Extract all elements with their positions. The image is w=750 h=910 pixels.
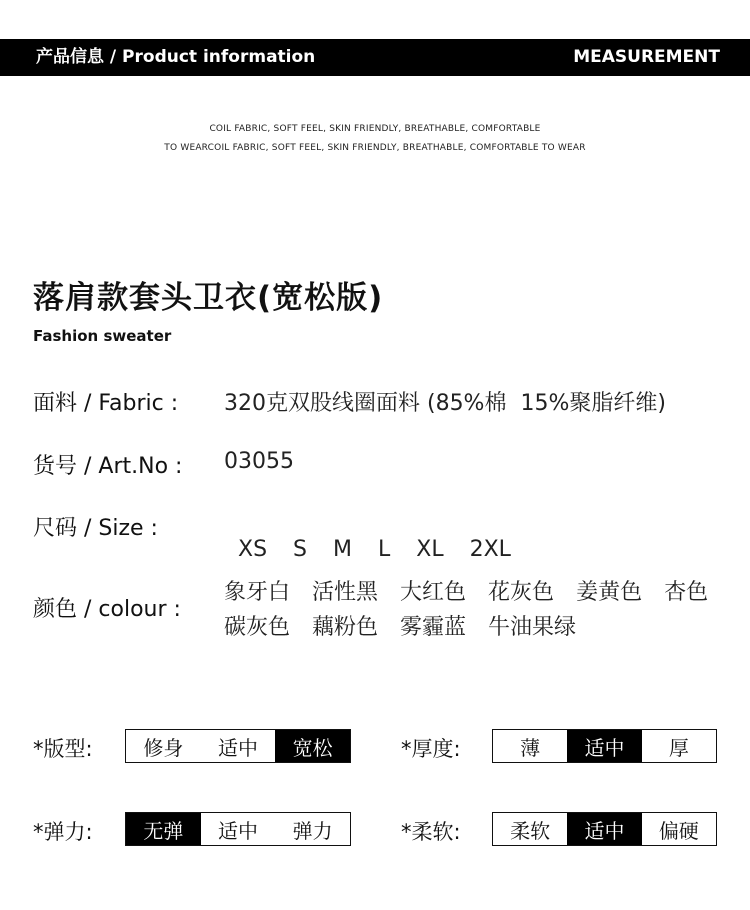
thickness-selector [492, 729, 717, 763]
size-xs: XS [238, 537, 268, 562]
thickness-label: *厚度: [401, 737, 461, 761]
colour-item: 牛油果绿 [488, 615, 577, 640]
softness-selector [492, 812, 717, 846]
colour-list-line-1 [224, 575, 708, 606]
colour-item: 雾霾蓝 [400, 615, 467, 640]
product-title: 落肩款套头卫衣(宽松版) [33, 280, 384, 316]
size-2xl: 2XL [469, 537, 511, 562]
softness-option-soft: 柔软 [493, 813, 567, 845]
thickness-option-thin: 薄 [493, 730, 567, 762]
softness-option-medium: 适中 [567, 813, 641, 845]
fit-option-slim: 修身 [126, 730, 201, 762]
colour-list-line-2 [224, 610, 598, 641]
colour-item: 藕粉色 [312, 615, 379, 640]
thickness-option-thick: 厚 [642, 730, 716, 762]
fit-option-regular: 适中 [201, 730, 276, 762]
colour-item: 花灰色 [488, 580, 555, 605]
elasticity-option-medium: 适中 [201, 813, 276, 845]
size-l: L [378, 537, 391, 562]
art-no-label: 货号 / Art.No : [33, 454, 183, 479]
tagline-line-1: COIL FABRIC, SOFT FEEL, SKIN FRIENDLY, BREATHABLE, COMFORTABLE [209, 124, 541, 134]
softness-option-stiff: 偏硬 [642, 813, 716, 845]
fit-selector [125, 729, 351, 763]
fit-label: *版型: [33, 737, 93, 761]
header-banner [0, 39, 750, 76]
colour-label: 颜色 / colour : [33, 597, 181, 622]
thickness-option-medium: 适中 [567, 730, 641, 762]
elasticity-label: *弹力: [33, 820, 93, 844]
softness-label: *柔软: [401, 820, 461, 844]
elasticity-option-none: 无弹 [126, 813, 201, 845]
art-no-value: 03055 [224, 449, 294, 474]
product-info-heading: 产品信息 / Product information [36, 47, 316, 67]
colour-item: 活性黑 [312, 580, 379, 605]
colour-item: 杏色 [664, 580, 709, 605]
colour-item: 姜黄色 [576, 580, 643, 605]
fit-option-loose: 宽松 [275, 730, 350, 762]
size-m: M [333, 537, 352, 562]
tagline-line-2: TO WEARCOIL FABRIC, SOFT FEEL, SKIN FRIENDLY, BREATHABLE, COMFORTABLE TO WEAR [164, 143, 586, 153]
product-subtitle: Fashion sweater [33, 327, 172, 345]
colour-item: 碳灰色 [224, 615, 291, 640]
fabric-label: 面料 / Fabric : [33, 391, 179, 416]
size-xl: XL [416, 537, 444, 562]
colour-item: 象牙白 [224, 580, 291, 605]
size-s: S [293, 537, 308, 562]
elasticity-option-stretch: 弹力 [275, 813, 350, 845]
size-label: 尺码 / Size : [33, 516, 158, 541]
colour-item: 大红色 [400, 580, 467, 605]
measurement-heading: MEASUREMENT [573, 47, 720, 67]
elasticity-selector [125, 812, 351, 846]
size-list [224, 512, 537, 562]
fabric-value: 320克双股线圈面料 (85%棉 15%聚脂纤维) [224, 391, 666, 416]
